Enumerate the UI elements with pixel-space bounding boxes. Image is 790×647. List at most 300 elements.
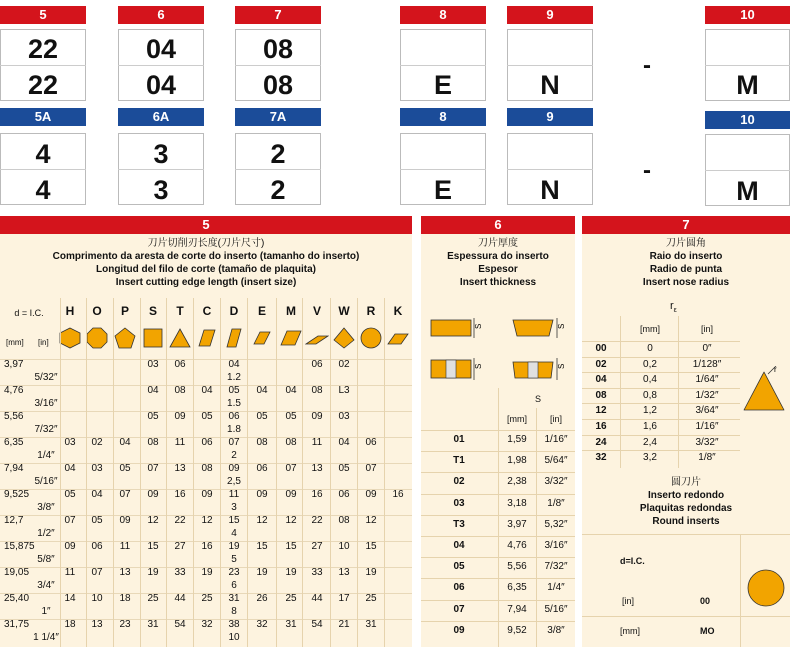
code-header-blue-2: 6A (118, 108, 204, 126)
table-cell: 06 (256, 463, 268, 474)
table-cell: 11 (228, 489, 240, 500)
table-cell: 09 (174, 411, 186, 422)
code-value-row4-3: 2 (270, 175, 286, 205)
table-cell: 08 (174, 385, 186, 396)
table-cell: 19 (201, 567, 213, 578)
s-marker-2: S (557, 323, 566, 329)
table-cell: 32 (201, 619, 213, 630)
table-cell: 18 (64, 619, 76, 630)
table-cell: 02 (338, 359, 350, 370)
shape-letter-R: R (366, 304, 376, 318)
table-cell: 05 (201, 411, 213, 422)
shape-R-icon (359, 326, 383, 350)
shape-E-icon (250, 326, 274, 350)
shape-letter-D: D (229, 304, 239, 318)
radius-in: 1/8″ (698, 452, 716, 464)
thickness-code: 06 (453, 582, 465, 594)
table-cell: 25 (285, 593, 297, 604)
table-row-mm: 19,05 (4, 567, 30, 578)
panel6-title-pt: Espessura do inserto (447, 251, 549, 262)
table-cell: 08 (311, 385, 323, 396)
table-cell: 08 (201, 463, 213, 474)
shape-S-icon (141, 326, 165, 350)
radius-mm: 0,2 (643, 358, 657, 370)
table-cell: 04 (91, 489, 103, 500)
code-header-red-4: 8 (400, 6, 486, 24)
shape-letter-K: K (393, 304, 403, 318)
round-title-en: Round inserts (652, 516, 720, 527)
unit-in-label: [in] (38, 338, 49, 347)
table-row-mm: 7,94 (4, 463, 24, 474)
table-cell: 04 (228, 359, 240, 370)
thickness-code: 02 (453, 476, 465, 488)
panel6-title-es: Espesor (478, 264, 518, 275)
table-cell: 15 (365, 541, 377, 552)
radius-code: 16 (595, 421, 607, 432)
table-cell: 04 (147, 385, 159, 396)
panel7-title-cn: 刀片圆角 (666, 238, 706, 249)
table-row-in: 3/16″ (34, 398, 58, 409)
shape-D-icon (222, 326, 246, 350)
table-cell: 13 (174, 463, 186, 474)
code-header-red-6: 10 (705, 6, 790, 24)
shape-letter-E: E (257, 304, 266, 318)
table-cell: 16 (201, 541, 213, 552)
panel5-title-cn: 刀片切削刃长度(刀片尺寸) (147, 238, 265, 249)
table-cell: 27 (311, 541, 323, 552)
table-cell: 23 (119, 619, 131, 630)
code-header-red-1: 5 (0, 6, 86, 24)
code-value-row1-3: 08 (262, 34, 294, 64)
code-value-row4-2: 3 (153, 175, 169, 205)
shape-letter-H: H (65, 304, 75, 318)
table-cell: 16 (174, 489, 186, 500)
round-mm-value: MO (700, 626, 715, 636)
table-cell: 09 (119, 515, 131, 526)
table-cell: 19 (228, 541, 240, 552)
table-cell: 04 (338, 437, 350, 448)
table-cell: 14 (64, 593, 76, 604)
panel6-header: 6 (421, 216, 575, 234)
table-cell: 11 (64, 567, 76, 578)
insert-side-view-icons (421, 298, 575, 398)
table-cell: 25 (201, 593, 213, 604)
table-row-mm: 4,76 (4, 385, 24, 396)
panel7-header: 7 (582, 216, 790, 234)
thickness-code: 04 (453, 540, 465, 551)
table-cell: 05 (285, 411, 297, 422)
shape-letter-C: C (202, 304, 212, 318)
radius-code: 02 (595, 358, 607, 370)
table-cell: 12 (365, 515, 377, 526)
table-cell: 09 (285, 489, 297, 500)
table-cell: 06 (91, 541, 103, 552)
table-cell: 11 (311, 437, 323, 448)
shape-K-icon (386, 326, 410, 350)
table-cell: 05 (228, 385, 240, 396)
panel7-title-pt: Raio do inserto (649, 251, 723, 262)
panel5-title-en: Insert cutting edge length (insert size) (115, 277, 297, 288)
radius-in: 3/64″ (695, 405, 719, 417)
table-row-in: 5/32″ (34, 372, 58, 383)
thickness-in: 3/8″ (547, 624, 565, 636)
s-column-label: S (535, 394, 542, 404)
table-row-mm: 9,525 (4, 489, 30, 500)
code-value-row2-2: 04 (145, 70, 177, 100)
table-cell: 09 (365, 489, 377, 500)
table-cell: 06 (201, 437, 213, 448)
code-value-row4-6: M (736, 176, 759, 206)
table-row-in: 1 1/4″ (33, 632, 59, 643)
table-cell: 19 (365, 567, 377, 578)
code-value-row2-3: 08 (262, 70, 294, 100)
table-cell: 2 (231, 450, 237, 461)
table-cell: 05 (147, 411, 159, 422)
code-value-row4-4: E (433, 175, 452, 205)
table-cell: 07 (119, 489, 131, 500)
table-cell: 05 (338, 463, 350, 474)
table-cell: 16 (311, 489, 323, 500)
table-cell: 1.8 (227, 424, 241, 435)
thickness-diagrams (421, 298, 575, 398)
nose-radius-icon (740, 366, 790, 416)
shape-letter-T: T (176, 304, 184, 318)
shape-M-icon (279, 326, 303, 350)
radius-mm: 0,8 (643, 389, 657, 401)
radius-in: 1/128″ (692, 358, 722, 370)
table-cell: 22 (174, 515, 186, 526)
shape-W-icon (332, 326, 356, 350)
shape-P-icon (113, 326, 137, 350)
table-cell: 09 (311, 411, 323, 422)
radius-code: 32 (595, 452, 607, 464)
shape-C-icon (195, 326, 219, 350)
table-cell: 06 (338, 489, 350, 500)
dic-label: d = I.C. (14, 308, 44, 318)
table-cell: 06 (228, 411, 240, 422)
thickness-code: 07 (453, 603, 465, 615)
table-cell: 25 (365, 593, 377, 604)
round-title-pt: Inserto redondo (647, 490, 725, 501)
thickness-mm: 1,59 (507, 434, 527, 445)
svg-text:r: r (774, 366, 777, 374)
code-value-row3-2: 3 (153, 139, 169, 169)
table-cell: 03 (338, 411, 350, 422)
table-cell: 09 (201, 489, 213, 500)
table-cell: 1.2 (227, 372, 241, 383)
table-cell: 07 (91, 567, 103, 578)
table-cell: 54 (311, 619, 323, 630)
shape-letter-V: V (312, 304, 321, 318)
thickness-in: 5/64″ (544, 455, 568, 467)
table-cell: 07 (365, 463, 377, 474)
table-cell: 04 (285, 385, 297, 396)
shape-letter-P: P (120, 304, 129, 318)
code-value-row1-1: 22 (27, 34, 59, 64)
table-cell: 27 (174, 541, 186, 552)
unit-in-label: [in] (700, 324, 713, 334)
table-cell: 05 (91, 515, 103, 526)
table-cell: 13 (119, 567, 131, 578)
table-cell: 06 (311, 359, 323, 370)
radius-code: 24 (595, 436, 607, 448)
panel7-title-es: Radio de punta (649, 264, 723, 275)
table-cell: 08 (256, 437, 268, 448)
thickness-in: 1/8″ (547, 497, 565, 509)
thickness-code: 09 (453, 624, 465, 636)
round-insert-icon (746, 568, 786, 608)
table-row-mm: 31,75 (4, 619, 30, 630)
round-in-unit: [in] (622, 596, 635, 606)
thickness-code: 01 (453, 434, 465, 445)
table-cell: 05 (119, 463, 131, 474)
table-cell: 38 (228, 619, 240, 630)
table-cell: 04 (119, 437, 131, 448)
code-value-row4-1: 4 (35, 175, 51, 205)
code-value-row3-3: 2 (270, 139, 286, 169)
unit-in-label: [in] (549, 414, 562, 424)
dic-label: d=I.C. (620, 556, 645, 566)
table-row-in: 7/32″ (34, 424, 58, 435)
table-cell: 04 (201, 385, 213, 396)
radius-in: 1/64″ (695, 374, 719, 386)
thickness-mm: 4,76 (507, 540, 527, 551)
code-header-blue-1: 5A (0, 108, 86, 126)
table-cell: 13 (338, 567, 350, 578)
table-cell: 44 (311, 593, 323, 604)
table-row-in: 5/16″ (34, 476, 58, 487)
code-value-row2-4: E (433, 70, 452, 100)
code-value-row1-2: 04 (145, 34, 177, 64)
code-header-blue-5: 9 (507, 108, 593, 126)
table-cell: 07 (64, 515, 76, 526)
table-cell: 12 (147, 515, 159, 526)
table-cell: 16 (392, 489, 404, 500)
table-cell: 08 (147, 437, 159, 448)
table-cell: 31 (147, 619, 159, 630)
table-cell: 17 (338, 593, 350, 604)
radius-in: 3/32″ (695, 436, 719, 448)
table-cell: 19 (285, 567, 297, 578)
table-cell: 26 (256, 593, 268, 604)
table-cell: 07 (285, 463, 297, 474)
table-row-in: 3/8″ (37, 502, 55, 513)
table-cell: 15 (228, 515, 240, 526)
unit-mm-label: [mm] (6, 338, 24, 347)
table-cell: 5 (231, 554, 237, 565)
table-cell: 08 (285, 437, 297, 448)
panel5-title-es: Longitud del filo de corte (tamaño de plaquita) (96, 264, 316, 275)
table-row-mm: 6,35 (4, 437, 24, 448)
table-cell: 31 (285, 619, 297, 630)
shape-letter-W: W (338, 304, 350, 318)
thickness-mm: 3,97 (507, 518, 527, 530)
table-row-mm: 25,40 (4, 593, 30, 604)
panel5-header: 5 (0, 216, 412, 234)
table-cell: 3 (231, 502, 237, 513)
s-marker-3: S (474, 363, 483, 369)
table-cell: 25 (147, 593, 159, 604)
thickness-code: 03 (453, 497, 465, 509)
round-title-cn: 圆刀片 (671, 477, 701, 488)
table-cell: 04 (256, 385, 268, 396)
table-row-mm: 12,7 (4, 515, 24, 526)
code-value-row3-1: 4 (35, 139, 51, 169)
table-cell: 08 (338, 515, 350, 526)
table-cell: 23 (228, 567, 240, 578)
code-value-row2-6: M (736, 70, 759, 100)
table-cell: 33 (311, 567, 323, 578)
re-column-label: $r_\varepsilon$ (670, 300, 677, 315)
thickness-in: 5,32″ (544, 518, 568, 530)
radius-code: 12 (595, 405, 607, 417)
table-cell: 21 (338, 619, 350, 630)
panel-insert-thickness (421, 216, 575, 647)
thickness-in: 5/16″ (544, 603, 568, 615)
table-cell: 06 (174, 359, 186, 370)
panel-cutting-edge-length (0, 216, 412, 647)
thickness-in: 1/4″ (547, 582, 565, 594)
thickness-in: 3/16″ (544, 540, 568, 551)
thickness-mm: 3,18 (507, 497, 527, 509)
table-cell: 07 (147, 463, 159, 474)
round-title-es: Plaquitas redondas (639, 503, 733, 514)
table-cell: 15 (147, 541, 159, 552)
table-cell: 15 (256, 541, 268, 552)
thickness-mm: 9,52 (507, 624, 527, 636)
table-cell: 04 (64, 463, 76, 474)
unit-mm-label: [mm] (507, 414, 527, 424)
table-cell: 19 (147, 567, 159, 578)
panel6-title-en: Insert thickness (459, 277, 537, 288)
table-cell: 22 (311, 515, 323, 526)
thickness-mm: 7,94 (507, 603, 527, 615)
s-marker-4: S (557, 363, 566, 369)
table-cell: 1.5 (227, 398, 241, 409)
code-value-row3-6 (705, 134, 790, 170)
table-row-mm: 15,875 (4, 541, 35, 552)
table-cell: 06 (365, 437, 377, 448)
table-cell: 15 (285, 541, 297, 552)
radius-mm: 1,6 (643, 421, 657, 432)
table-cell: 03 (64, 437, 76, 448)
table-cell: 11 (119, 541, 131, 552)
shape-T-icon (168, 326, 192, 350)
table-row-in: 1/2″ (37, 528, 55, 539)
table-row-mm: 3,97 (4, 359, 24, 370)
table-cell: 31 (365, 619, 377, 630)
radius-mm: 0 (647, 343, 653, 354)
radius-mm: 0,4 (643, 374, 657, 386)
table-cell: 13 (91, 619, 103, 630)
table-cell: 8 (231, 606, 237, 617)
thickness-in: 3/32″ (544, 476, 568, 488)
code-header-blue-6: 10 (705, 111, 790, 129)
table-cell: L3 (338, 385, 350, 396)
table-cell: 07 (228, 437, 240, 448)
table-cell: 31 (228, 593, 240, 604)
radius-code: 08 (595, 389, 607, 401)
radius-code: 00 (595, 343, 607, 354)
table-cell: 12 (256, 515, 268, 526)
code-header-red-5: 9 (507, 6, 593, 24)
table-row-in: 5/8″ (37, 554, 55, 565)
code-header-red-2: 6 (118, 6, 204, 24)
table-cell: 09 (256, 489, 268, 500)
thickness-code: 05 (453, 561, 465, 573)
code-value-row3-5 (507, 133, 593, 169)
table-cell: 12 (285, 515, 297, 526)
code-header-blue-3: 7A (235, 108, 321, 126)
round-in-value: 00 (700, 596, 711, 606)
s-marker-1: S (474, 323, 483, 329)
radius-mm: 1,2 (643, 405, 657, 417)
shape-letter-S: S (148, 304, 157, 318)
shape-letter-O: O (92, 304, 102, 318)
radius-mm: 3,2 (643, 452, 657, 464)
shape-letter-M: M (286, 304, 296, 318)
table-cell: 13 (311, 463, 323, 474)
thickness-mm: 5,56 (507, 561, 527, 573)
table-row-in: 3/4″ (37, 580, 55, 591)
table-cell: 09 (64, 541, 76, 552)
thickness-mm: 1,98 (507, 455, 527, 467)
table-cell: 03 (147, 359, 159, 370)
table-cell: 02 (91, 437, 103, 448)
radius-in: 0″ (702, 343, 712, 354)
radius-in: 1/32″ (695, 389, 719, 401)
table-cell: 54 (174, 619, 186, 630)
table-cell: 03 (91, 463, 103, 474)
table-row-mm: 5,56 (4, 411, 24, 422)
round-mm-unit: [mm] (620, 626, 640, 636)
table-row-in: 1″ (41, 606, 51, 617)
radius-mm: 2,4 (643, 436, 657, 448)
panel7-title-en: Insert nose radius (642, 277, 730, 288)
table-cell: 10 (91, 593, 103, 604)
table-row-in: 1/4″ (37, 450, 55, 461)
code-value-row4-5: N (540, 175, 560, 205)
table-cell: 18 (119, 593, 131, 604)
thickness-code: T3 (453, 518, 465, 530)
thickness-in: 7/32″ (544, 561, 568, 573)
radius-in: 1/16″ (695, 421, 719, 432)
thickness-mm: 2,38 (507, 476, 527, 488)
table-cell: 11 (174, 437, 186, 448)
panel-nose-radius (582, 216, 790, 647)
panel6-title-cn: 刀片厚度 (478, 238, 518, 249)
panel5-title-pt: Comprimento da aresta de corte do inserto (tamanho do inserto) (52, 251, 360, 262)
shape-O-icon (85, 326, 109, 350)
table-cell: 6 (231, 580, 237, 591)
shape-V-icon (305, 326, 329, 350)
thickness-mm: 6,35 (507, 582, 527, 594)
table-cell: 09 (147, 489, 159, 500)
table-cell: 32 (256, 619, 268, 630)
table-cell: 05 (64, 489, 76, 500)
code-header-red-3: 7 (235, 6, 321, 24)
table-cell: 4 (231, 528, 237, 539)
thickness-in: 1/16″ (544, 434, 568, 445)
table-cell: 33 (174, 567, 186, 578)
table-cell: 09 (228, 463, 240, 474)
table-cell: 44 (174, 593, 186, 604)
table-cell: 10 (228, 632, 240, 643)
radius-code: 04 (595, 374, 607, 386)
table-cell: 05 (256, 411, 268, 422)
separator-dash-1: - (643, 52, 651, 79)
unit-mm-label: [mm] (640, 324, 660, 334)
